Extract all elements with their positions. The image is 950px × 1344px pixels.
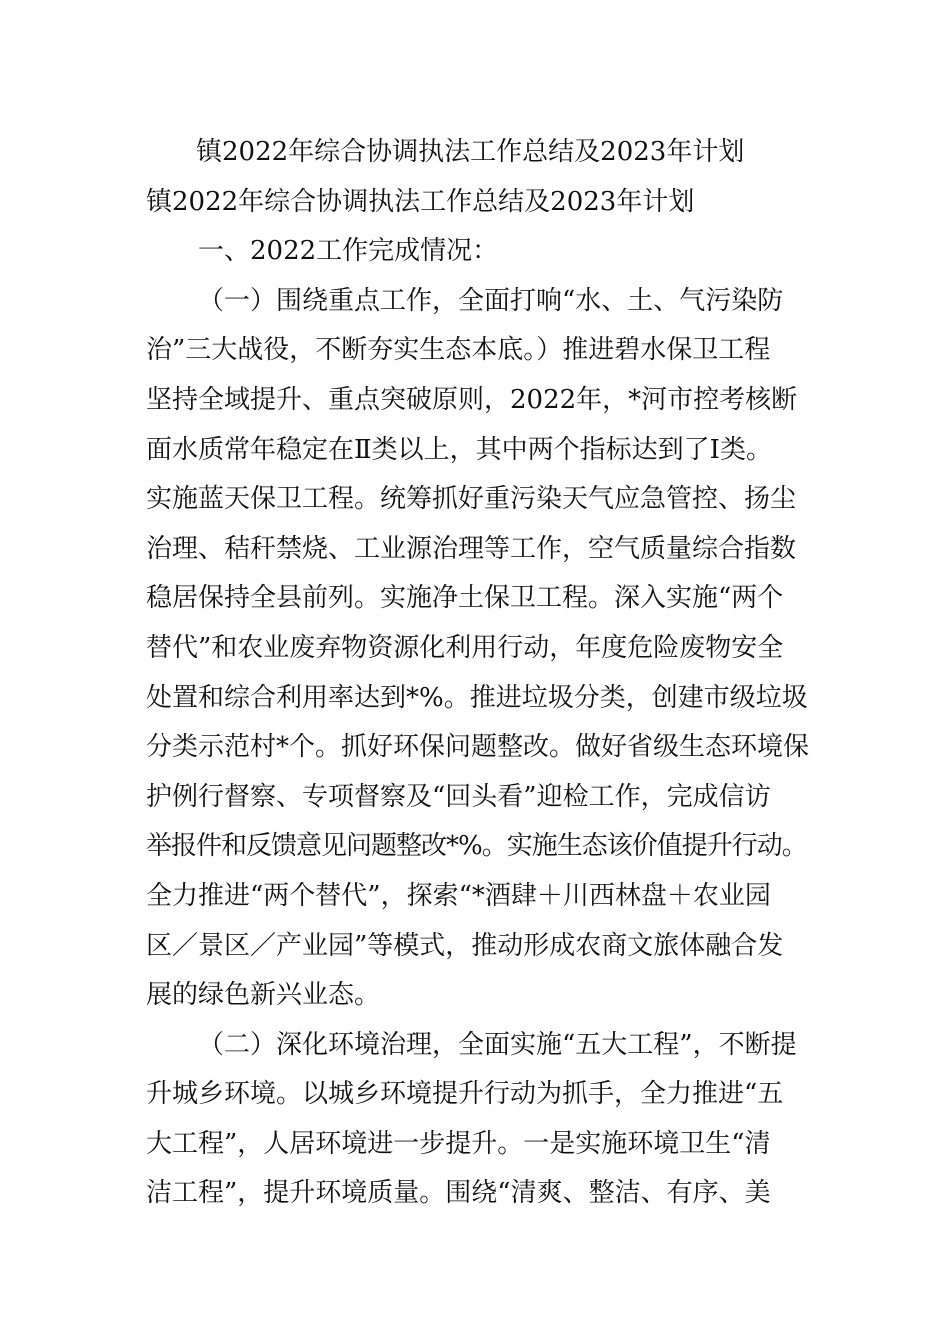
- paragraph-line: 展的绿色新兴业态。: [146, 980, 381, 1011]
- paragraph-line: 升城乡环境。以城乡环境提升行动为抓手，全力推进“五: [146, 1079, 784, 1110]
- document-title: 镇2022年综合协调执法工作总结及2023年计划: [196, 137, 745, 167]
- paragraph-line: 大工程”，人居环境进一步提升。一是实施环境卫生“清: [146, 1128, 771, 1159]
- paragraph-line: 治理、秸秆禁烧、工业源治理等工作，空气质量综合指数: [146, 533, 797, 564]
- document-page: [146, 128, 810, 1219]
- paragraph-line: 实施蓝天保卫工程。统筹抓好重污染天气应急管控、扬尘: [146, 484, 797, 515]
- paragraph-line: 替代”和农业废弃物资源化利用行动，年度危险废物安全: [146, 632, 784, 663]
- paragraph-line: 分类示范村*个。抓好环保问题整改。做好省级生态环境保: [146, 732, 810, 763]
- document-subtitle: 镇2022年综合协调执法工作总结及2023年计划: [146, 186, 695, 217]
- paragraph-line: 护例行督察、专项督察及“回头看”迎检工作，完成信访: [146, 781, 771, 812]
- paragraph-1: [146, 277, 810, 1021]
- paragraph-line: （二）深化环境治理，全面实施“五大工程”，不断提: [198, 1029, 797, 1060]
- paragraph-line: （一）围绕重点工作，全面打响“水、土、气污染防: [198, 285, 784, 316]
- paragraph-line: 洁工程”，提升环境质量。围绕“清爽、整洁、有序、美: [146, 1178, 771, 1209]
- paragraph-line: 处置和综合利用率达到*%。推进垃圾分类，创建市级垃圾: [146, 682, 808, 713]
- paragraph-line: 稳居保持全县前列。实施净土保卫工程。深入实施“两个: [146, 583, 784, 614]
- paragraph-line: 坚持全域提升、重点突破原则，2022年，*河市控考核断: [146, 384, 798, 415]
- paragraph-2: [146, 1021, 810, 1219]
- section-heading: 一、2022工作完成情况：: [198, 236, 499, 267]
- paragraph-line: 区／景区／产业园”等模式，推动形成农商文旅体融合发: [146, 930, 784, 961]
- paragraph-line: 治”三大战役，不断夯实生态本底。）推进碧水保卫工程: [146, 335, 771, 366]
- paragraph-line: 全力推进“两个替代”，探索“*酒肆＋川西林盘＋农业园: [146, 880, 771, 911]
- paragraph-line: 举报件和反馈意见问题整改*%。实施生态该价值提升行动。: [146, 831, 807, 862]
- paragraph-line: 面水质常年稳定在Ⅱ类以上，其中两个指标达到了Ⅰ类。: [146, 434, 772, 465]
